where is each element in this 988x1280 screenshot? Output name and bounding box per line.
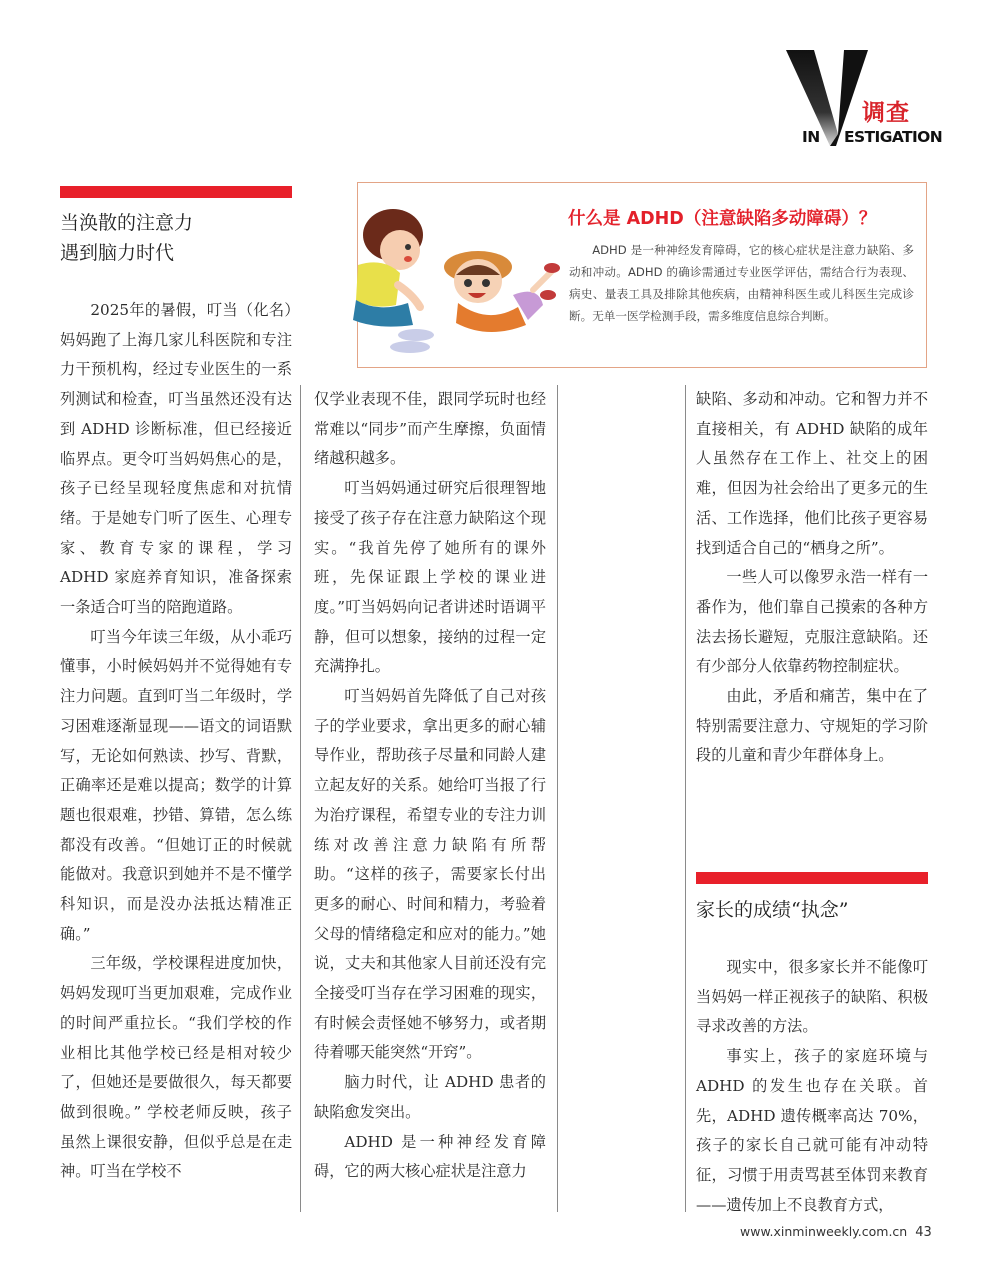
article-column-1: [60, 296, 292, 1187]
paragraph: ADHD 是一种神经发育障碍，它的两大核心症状是注意力: [314, 1132, 546, 1181]
paragraph: 叮当今年读三年级，从小乖巧懂事，小时候妈妈并不觉得她有专注力问题。直到叮当二年级时，学习困难逐渐显现——语文的词语默写，无论如何熟读、抄写、背默，正确率还是难以提高；数学的计算题也很艰难，抄错、算错，怎么练都没有改善。“但她订正的时候就能做对。我意识到她并不是不懂学科知识，而是没办法抵达精准正确。”: [60, 627, 292, 943]
heading-line-1: 当涣散的注意力: [60, 212, 194, 234]
article-column-2: [314, 385, 546, 1187]
column-divider: [685, 385, 686, 1212]
heading-line-2: 遇到脑力时代: [60, 242, 175, 264]
adhd-info-box: [357, 182, 927, 368]
section-label-cn: 调查: [862, 100, 910, 126]
article-heading: [60, 208, 193, 268]
paragraph: 叮当妈妈首先降低了自己对孩子的学业要求，拿出更多的耐心辅导作业，帮助孩子尽量和同龄人建立起友好的关系。她给叮当报了行为治疗课程，希望专业的专注力训练对改善注意力缺陷有所帮助。“这样的孩子，需要家长付出更多的耐心、时间和精力，考验着父母的情绪稳定和应对的能力。”她说，丈夫和其他家人目前还没有完全接受叮当存在学习困难的现实，有时候会责怪她不够努力，或者期待着哪天能突然“开窍”。: [314, 687, 546, 1062]
column-divider: [557, 385, 558, 1212]
paragraph: 缺陷、多动和冲动。它和智力并不直接相关，有 ADHD 缺陷的成年人虽然存在工作上、社交上的困难，但因为社会给出了更多元的生活、工作选择，他们比孩子更容易找到适合自己的“栖身之所”。: [696, 390, 928, 557]
paragraph: 现实中，很多家长并不能像叮当妈妈一样正视孩子的缺陷、积极寻求改善的方法。: [696, 958, 928, 1036]
article-column-3: [696, 385, 928, 771]
paragraph: 由此，矛盾和痛苦，集中在了特别需要注意力、守规矩的学习阶段的儿童和青少年群体身上。: [696, 687, 928, 765]
heading-red-bar: [60, 186, 292, 198]
info-box-title: 什么是 ADHD（注意缺陷多动障碍）？: [568, 209, 877, 229]
paragraph: 一些人可以像罗永浩一样有一番作为，他们靠自己摸索的各种方法去扬长避短，克服注意缺陷。还有少部分人依靠药物控制症状。: [696, 568, 928, 676]
website-url: www.xinminweekly.com.cn: [740, 1224, 908, 1239]
paragraph: 事实上，孩子的家庭环境与 ADHD 的发生也存在关联。首先，ADHD 遗传概率高达 70%，孩子的家长自己就可能有冲动特征，习惯于用责骂甚至体罚来教育——遗传加上不良教育方式，: [696, 1047, 928, 1214]
subheading-red-bar: [696, 872, 928, 884]
section-logo: [786, 42, 943, 152]
section-label-en-prefix: IN: [802, 128, 820, 146]
info-box-body: ADHD 是一种神经发育障碍，它的核心症状是注意力缺陷、多动和冲动。ADHD 的确诊需通过专业医学评估，需结合行为表现、病史、量表工具及排除其他疾病，由精神科医生或儿科医生完成诊断。无单一医学检测手段，需多维度信息综合判断。: [569, 243, 914, 323]
column-divider: [300, 385, 301, 1212]
paragraph: 脑力时代，让 ADHD 患者的缺陷愈发突出。: [314, 1073, 546, 1121]
article-column-3b: [696, 953, 928, 1220]
paragraph: 三年级，学校课程进度加快，妈妈发现叮当更加艰难，完成作业的时间严重拉长。“我们学校的作业相比其他学校已经是相对较少了，但她还是要做很久，每天都要做到很晚。” 学校老师反映，孩子虽然上课很安静，但似乎总是在走神。叮当在学校不: [60, 954, 292, 1181]
page-footer: [740, 1224, 932, 1240]
children-illustration-icon: [338, 195, 563, 360]
paragraph: 叮当妈妈通过研究后很理智地接受了孩子存在注意力缺陷这个现实。“我首先停了她所有的课外班，先保证跟上学校的课业进度。”叮当妈妈向记者讲述时语调平静，但可以想象，接纳的过程一定充满挣扎。: [314, 479, 546, 676]
section-label-en-suffix: ESTIGATION: [844, 128, 943, 146]
paragraph: 2025年的暑假，叮当（化名）妈妈跑了上海几家儿科医院和专注力干预机构，经过专业医生的一系列测试和检查，叮当虽然还没有达到 ADHD 诊断标准，但已经接近临界点。更令叮当妈妈焦心的是，孩子已经呈现轻度焦虑和对抗情绪。于是她专门听了医生、心理专家、教育专家的课程，学习 ADHD 家庭养育知识，准备探索一条适合叮当的陪跑道路。: [60, 301, 292, 617]
paragraph: 仅学业表现不佳，跟同学玩时也经常难以“同步”而产生摩擦，负面情绪越积越多。: [314, 390, 546, 468]
page-number: 43: [915, 1225, 932, 1240]
article-subheading: 家长的成绩“执念”: [696, 899, 849, 921]
